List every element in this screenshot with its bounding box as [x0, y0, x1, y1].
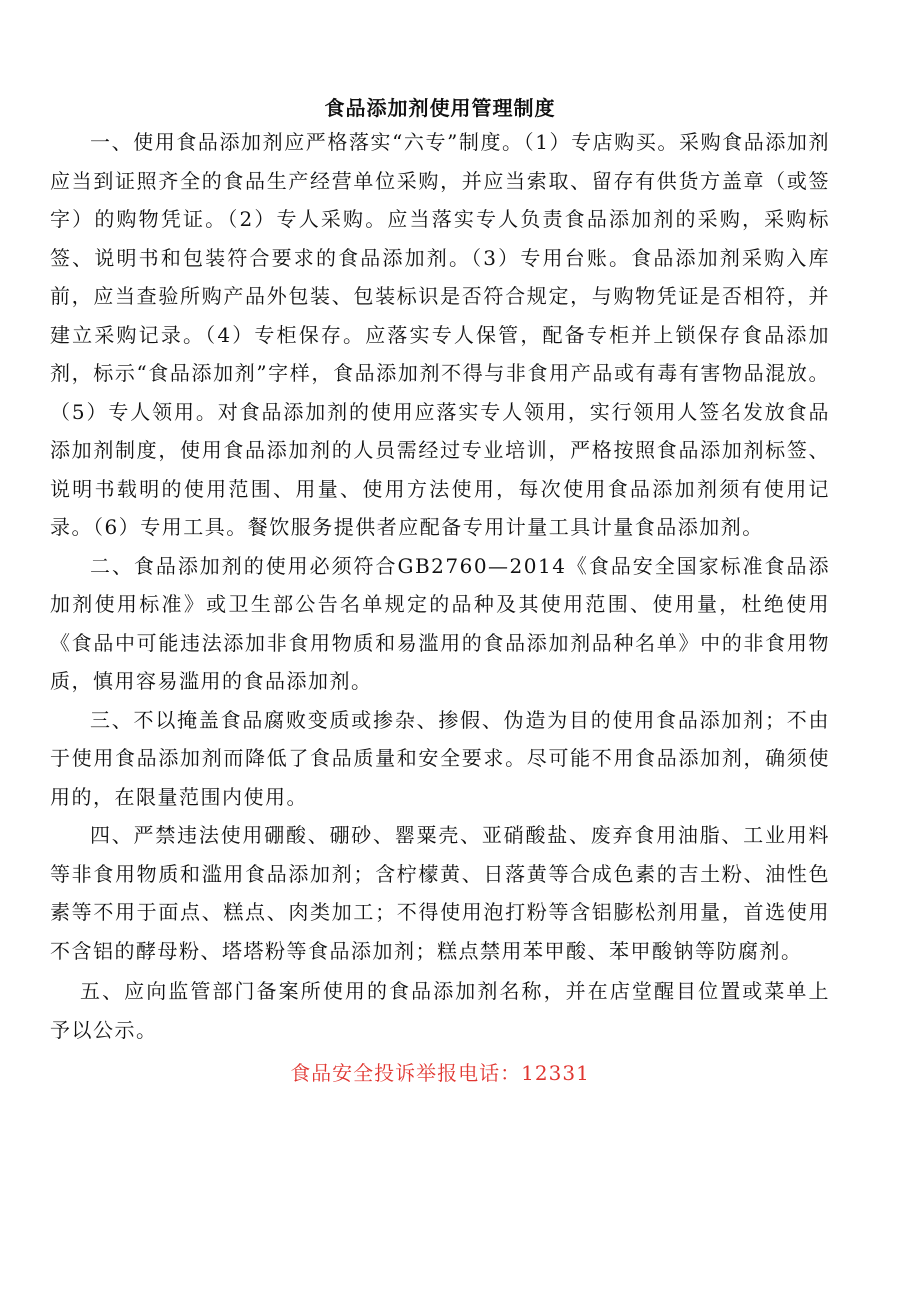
paragraph-3: 三、不以掩盖食品腐败变质或掺杂、掺假、伪造为目的使用食品添加剂；不由于使用食品添加剂而降低了食品质量和安全要求。尽可能不用食品添加剂，确须使用的，在限量范围内使用。: [50, 707, 830, 809]
paragraph-1: 一、使用食品添加剂应严格落实“六专”制度。（1）专店购买。采购食品添加剂应当到证照齐全的食品生产经营单位采购，并应当索取、留存有供货方盖章（或签字）的购物凭证。（2）专人采购。应当落实专人负责食品添加剂的采购，采购标签、说明书和包装符合要求的食品添加剂。（3）专用台账。食品添加剂采购入库前，应当查验所购产品外包装、包装标识是否符合规定，与购物凭证是否相符，并建立采购记录。（4）专柜保存。应落实专人保管，配备专柜并上锁保存食品添加剂，标示“食品添加剂”字样，食品添加剂不得与非食用产品或有毒有害物品混放。（5）专人领用。对食品添加剂的使用应落实专人领用，实行领用人签名发放食品添加剂制度，使用食品添加剂的人员需经过专业培训，严格按照食品添加剂标签、说明书载明的使用范围、用量、使用方法使用，每次使用食品添加剂须有使用记录。（6）专用工具。餐饮服务提供者应配备专用计量工具计量食品添加剂。: [50, 130, 830, 539]
paragraph-4: 四、严禁违法使用硼酸、硼砂、罂粟壳、亚硝酸盐、废弃食用油脂、工业用料等非食用物质和滥用食品添加剂；含柠檬黄、日落黄等合成色素的吉土粉、油性色素等不用于面点、糕点、肉类加工；不得使用泡打粉等含铝膨松剂用量，首选使用不含铝的酵母粉、塔塔粉等食品添加剂；糕点禁用苯甲酸、苯甲酸钠等防腐剂。: [50, 823, 830, 963]
paragraph-5: 五、应向监管部门备案所使用的食品添加剂名称，并在店堂醒目位置或菜单上予以公示。: [50, 979, 830, 1042]
paragraph-2: 二、食品添加剂的使用必须符合GB2760—2014《食品安全国家标准食品添加剂使用标准》或卫生部公告名单规定的品种及其使用范围、使用量，杜绝使用《食品中可能违法添加非食用物质和易滥用的食品添加剂品种名单》中的非食用物质，慎用容易滥用的食品添加剂。: [50, 553, 830, 693]
document-body: [50, 93, 830, 1093]
document-title: 食品添加剂使用管理制度: [324, 96, 556, 120]
complaint-hotline: 食品安全投诉举报电话：12331: [290, 1061, 590, 1085]
